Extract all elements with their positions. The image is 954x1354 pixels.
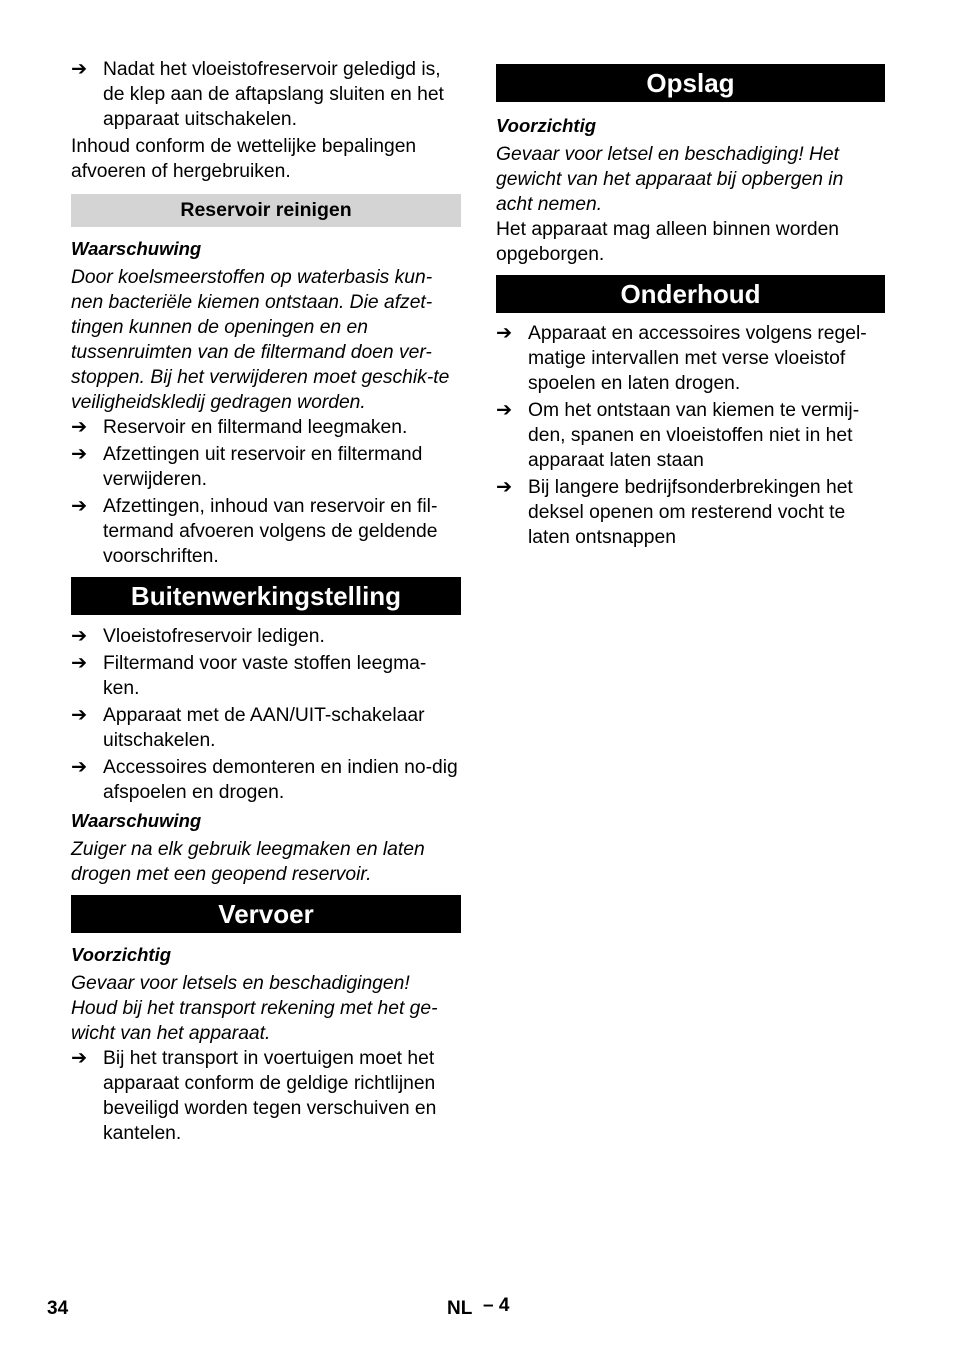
arrow-icon: ➔ bbox=[496, 477, 513, 498]
list-item bbox=[71, 624, 461, 649]
reservoir-heading: Reservoir reinigen bbox=[71, 194, 461, 227]
right-column bbox=[496, 64, 885, 552]
warning-text: Door koelsmeerstoffen op waterbasis kun-nen bacteriële kiemen ontstaan. Die afzet-tingen kunnen de openingen en en tussenruimten van de filtermand doen ver-stoppen. Bij het verwijderen moet geschik-te veiligheidskledij gedragen worden. bbox=[71, 267, 450, 413]
arrow-icon: ➔ bbox=[71, 444, 88, 465]
bullet-text: Vloeistofreservoir ledigen. bbox=[103, 626, 325, 647]
list-item bbox=[496, 475, 885, 550]
list-item bbox=[71, 651, 461, 701]
arrow-icon: ➔ bbox=[71, 417, 88, 438]
list-item bbox=[496, 398, 885, 473]
bullet-text: Afzettingen, inhoud van reservoir en fil-termand afvoeren volgens de geldende voorschriften. bbox=[103, 496, 438, 567]
bullet-text: Filtermand voor vaste stoffen leegma-ken. bbox=[103, 653, 427, 699]
vervoer-heading: Vervoer bbox=[71, 895, 461, 933]
bullet-text: Nadat het vloeistofreservoir geledigd is, de klep aan de aftapslang sluiten en het apparaat uitschakelen. bbox=[103, 59, 444, 130]
bullet-text: Afzettingen uit reservoir en filtermand verwijderen. bbox=[103, 444, 423, 490]
language-code: NL bbox=[447, 1298, 473, 1319]
arrow-icon: ➔ bbox=[71, 653, 88, 674]
list-item bbox=[71, 494, 461, 569]
opslag-heading: Opslag bbox=[496, 64, 885, 102]
warning-text: Zuiger na elk gebruik leegmaken en laten drogen met een geopend reservoir. bbox=[71, 839, 425, 885]
list-item bbox=[71, 755, 461, 805]
storage-text: Het apparaat mag alleen binnen worden opgeborgen. bbox=[496, 219, 840, 265]
arrow-icon: ➔ bbox=[496, 400, 513, 421]
warning-label: Waarschuwing bbox=[71, 238, 202, 259]
arrow-icon: ➔ bbox=[71, 496, 88, 517]
page-number: 34 bbox=[47, 1298, 69, 1319]
list-item bbox=[71, 703, 461, 753]
list-item bbox=[71, 57, 461, 132]
list-item bbox=[71, 415, 461, 440]
bullet-text: Bij het transport in voertuigen moet het apparaat conform de geldige richtlijnen beveiligd worden tegen verschuiven en kantelen. bbox=[103, 1048, 437, 1144]
buitenwerkingstelling-heading: Buitenwerkingstelling bbox=[71, 577, 461, 615]
arrow-icon: ➔ bbox=[71, 626, 88, 647]
left-column bbox=[71, 57, 461, 1148]
caution-text: Gevaar voor letsel en beschadiging! Het gewicht van het apparaat bij opbergen in acht nemen. bbox=[496, 144, 844, 215]
bullet-text: Apparaat met de AAN/UIT-schakelaar uitschakelen. bbox=[103, 705, 425, 751]
warning-label: Waarschuwing bbox=[71, 810, 202, 831]
caution-label: Voorzichtig bbox=[71, 944, 172, 965]
caution-label: Voorzichtig bbox=[496, 115, 597, 136]
arrow-icon: ➔ bbox=[71, 705, 88, 726]
bullet-text: Reservoir en filtermand leegmaken. bbox=[103, 417, 408, 438]
bullet-text: Om het ontstaan van kiemen te vermij-den, spanen en vloeistoffen niet in het apparaat laten staan bbox=[528, 400, 860, 471]
intro-text: Inhoud conform de wettelijke bepalingen afvoeren of hergebruiken. bbox=[71, 136, 417, 182]
arrow-icon: ➔ bbox=[71, 757, 88, 778]
arrow-icon: ➔ bbox=[71, 59, 88, 80]
onderhoud-heading: Onderhoud bbox=[496, 275, 885, 313]
list-item bbox=[71, 1046, 461, 1146]
list-item bbox=[496, 321, 885, 396]
caution-text: Gevaar voor letsels en beschadigingen! Houd bij het transport rekening met het ge-wicht van het apparaat. bbox=[71, 973, 438, 1044]
arrow-icon: ➔ bbox=[71, 1048, 88, 1069]
list-item bbox=[71, 442, 461, 492]
bullet-text: Apparaat en accessoires volgens regel-matige intervallen met verse vloeistof spoelen en laten drogen. bbox=[528, 323, 867, 394]
section-number: – 4 bbox=[483, 1295, 510, 1316]
arrow-icon: ➔ bbox=[496, 323, 513, 344]
bullet-text: Accessoires demonteren en indien no-dig afspoelen en drogen. bbox=[103, 757, 458, 803]
bullet-text: Bij langere bedrijfsonderbrekingen het deksel openen om resterend vocht te laten ontsnappen bbox=[528, 477, 853, 548]
